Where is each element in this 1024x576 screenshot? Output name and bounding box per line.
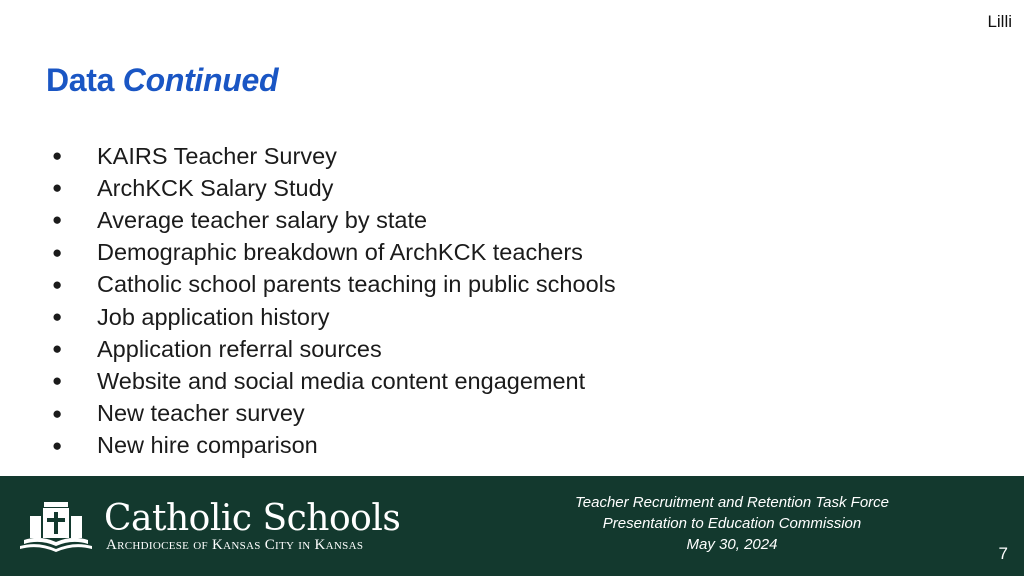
list-item <box>52 140 616 172</box>
slide-title <box>46 62 278 99</box>
bullet-icon: ● <box>52 435 63 455</box>
footer-bar <box>0 476 1024 576</box>
list-item-text: Job application history <box>97 303 330 330</box>
page-number: 7 <box>998 544 1008 563</box>
title-emphasis: Continued <box>122 62 279 98</box>
bullet-icon: ● <box>52 307 63 327</box>
presenter-name: Lilli <box>987 12 1012 31</box>
list-item <box>52 204 616 236</box>
list-item <box>52 172 616 204</box>
cross-book-icon <box>20 502 92 552</box>
bullet-icon: ● <box>52 146 63 166</box>
list-item-text: New teacher survey <box>97 400 305 427</box>
list-item-text: Catholic school parents teaching in public schools <box>97 271 616 298</box>
list-item-text: Application referral sources <box>97 335 382 362</box>
bullet-icon: ● <box>52 403 63 423</box>
list-item-text: Demographic breakdown of ArchKCK teachers <box>97 239 583 266</box>
list-item-text: Website and social media content engagement <box>97 367 586 394</box>
footer-caption <box>532 492 932 555</box>
list-item-text: KAIRS Teacher Survey <box>97 142 337 169</box>
bullet-icon: ● <box>52 371 63 391</box>
list-item <box>52 333 616 365</box>
list-item-text: New hire comparison <box>97 432 318 459</box>
footer-line-3: May 30, 2024 <box>686 536 778 553</box>
catholic-schools-logo <box>20 498 401 556</box>
logo-subtitle: Archdiocese of Kansas City in Kansas <box>106 537 364 553</box>
footer-line-2: Presentation to Education Commission <box>602 515 862 532</box>
footer-line-1: Teacher Recruitment and Retention Task Force <box>574 494 890 511</box>
title-main: Data <box>46 62 115 98</box>
bullet-icon: ● <box>52 339 63 359</box>
list-item <box>52 365 616 397</box>
list-item <box>52 269 616 301</box>
bullet-icon: ● <box>52 274 63 294</box>
list-item <box>52 430 616 462</box>
list-item <box>52 237 616 269</box>
list-item <box>52 301 616 333</box>
logo-name: Catholic Schools <box>104 498 401 539</box>
list-item-text: Average teacher salary by state <box>97 206 428 233</box>
list-item-text: ArchKCK Salary Study <box>97 174 334 201</box>
list-item <box>52 398 616 430</box>
bullet-icon: ● <box>52 210 63 230</box>
bullet-list <box>52 140 616 462</box>
bullet-icon: ● <box>52 178 63 198</box>
bullet-icon: ● <box>52 242 63 262</box>
